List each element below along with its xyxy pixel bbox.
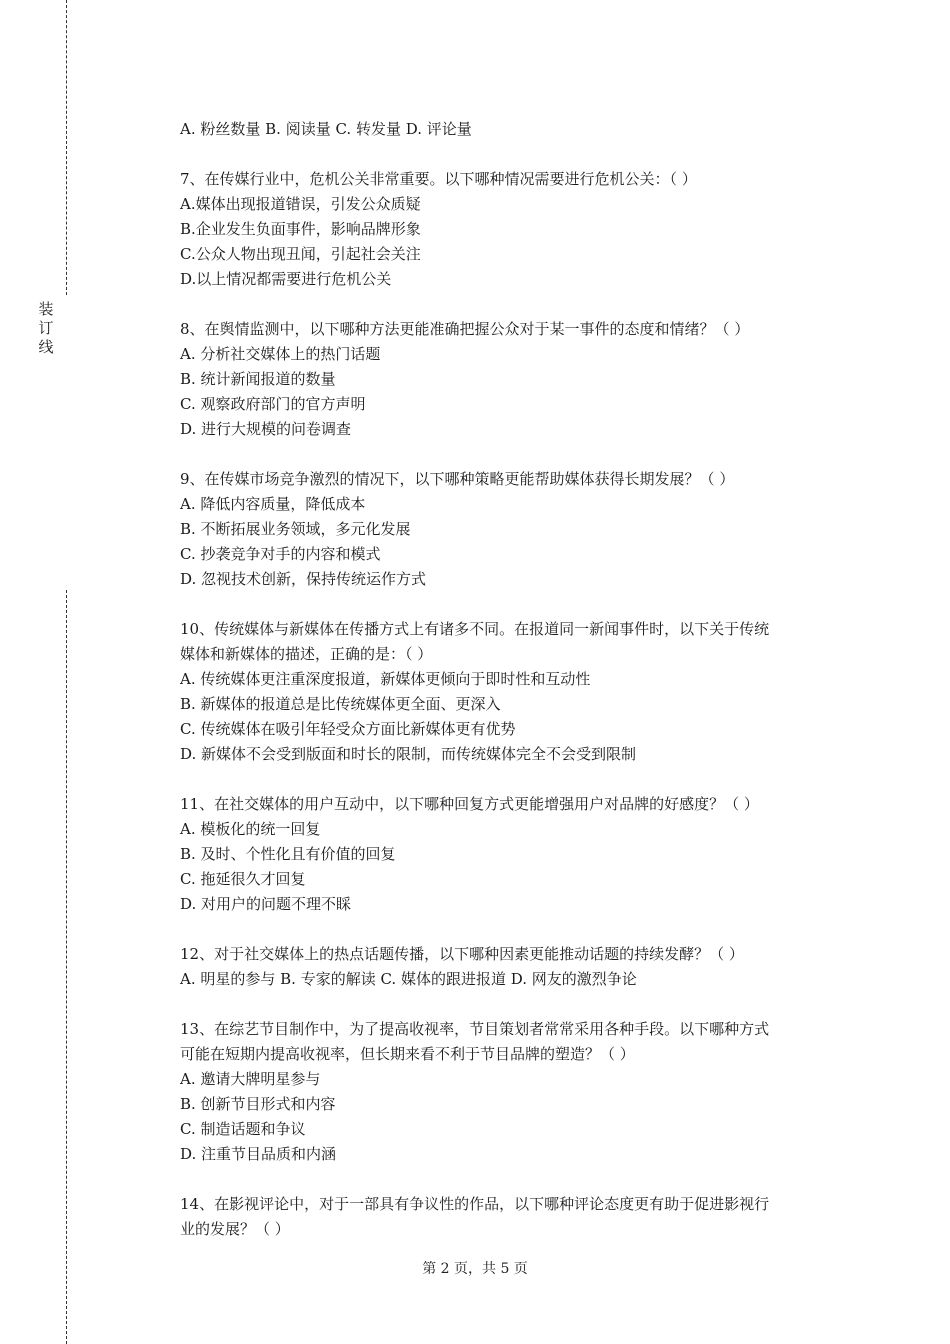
answer-option: A. 传统媒体更注重深度报道，新媒体更倾向于即时性和互动性 xyxy=(180,670,591,688)
answer-option: C. 制造话题和争议 xyxy=(180,1120,306,1138)
question-stem: 媒体和新媒体的描述，正确的是：（ ） xyxy=(180,645,433,663)
answer-option: C.公众人物出现丑闻，引起社会关注 xyxy=(180,245,421,263)
question-stem: 8、在舆情监测中，以下哪种方法更能准确把握公众对于某一事件的态度和情绪？（ ） xyxy=(180,320,750,338)
answer-option: A. 分析社交媒体上的热门话题 xyxy=(180,345,381,363)
answer-option: A. 邀请大牌明星参与 xyxy=(180,1070,321,1088)
page-number: 第 2 页，共 5 页 xyxy=(422,1261,528,1277)
answer-option: C. 抄袭竞争对手的内容和模式 xyxy=(180,545,381,563)
answer-option: D. 注重节目品质和内涵 xyxy=(180,1145,337,1163)
answer-option: B. 创新节目形式和内容 xyxy=(180,1095,336,1113)
question-stem: 可能在短期内提高收视率，但长期来看不利于节目品牌的塑造？（ ） xyxy=(180,1045,635,1063)
question-block xyxy=(180,317,840,442)
binding-label xyxy=(36,300,56,357)
question-stem: 11、在社交媒体的用户互动中，以下哪种回复方式更能增强用户对品牌的好感度？（ ） xyxy=(180,795,759,813)
answer-option: C. 观察政府部门的官方声明 xyxy=(180,395,366,413)
question-list xyxy=(180,117,840,1242)
question-block xyxy=(180,792,840,917)
answer-option: A. 降低内容质量，降低成本 xyxy=(180,495,366,513)
answer-option: C. 拖延很久才回复 xyxy=(180,870,306,888)
answer-option: B. 不断拓展业务领域，多元化发展 xyxy=(180,520,411,538)
answer-option: B. 及时、个性化且有价值的回复 xyxy=(180,845,396,863)
answer-option: A. 粉丝数量 B. 阅读量 C. 转发量 D. 评论量 xyxy=(180,120,472,138)
binding-char: 线 xyxy=(38,338,54,356)
answer-option: C. 传统媒体在吸引年轻受众方面比新媒体更有优势 xyxy=(180,720,516,738)
question-block xyxy=(180,617,840,767)
question-stem: 14、在影视评论中，对于一部具有争议性的作品，以下哪种评论态度更有助于促进影视行 xyxy=(180,1195,770,1213)
question-stem: 7、在传媒行业中，危机公关非常重要。以下哪种情况需要进行危机公关：（ ） xyxy=(180,170,697,188)
answer-option: D.以上情况都需要进行危机公关 xyxy=(180,270,392,288)
question-block xyxy=(180,1017,840,1167)
answer-option: D. 对用户的问题不理不睬 xyxy=(180,895,352,913)
answer-option: B.企业发生负面事件，影响品牌形象 xyxy=(180,220,421,238)
question-stem: 业的发展？（ ） xyxy=(180,1220,290,1238)
answer-option: B. 新媒体的报道总是比传统媒体更全面、更深入 xyxy=(180,695,501,713)
question-stem: 9、在传媒市场竞争激烈的情况下，以下哪种策略更能帮助媒体获得长期发展？（ ） xyxy=(180,470,735,488)
answer-option: A. 明星的参与 B. 专家的解读 C. 媒体的跟进报道 D. 网友的激烈争论 xyxy=(180,970,637,988)
binding-line-top xyxy=(66,0,67,295)
question-block xyxy=(180,942,840,992)
answer-option: D. 进行大规模的问卷调查 xyxy=(180,420,352,438)
answer-option: A. 模板化的统一回复 xyxy=(180,820,321,838)
binding-char: 订 xyxy=(38,319,54,337)
answer-option: D. 忽视技术创新，保持传统运作方式 xyxy=(180,570,427,588)
answer-option: D. 新媒体不会受到版面和时长的限制，而传统媒体完全不会受到限制 xyxy=(180,745,637,763)
question-block xyxy=(180,1192,840,1242)
question-stem: 13、在综艺节目制作中，为了提高收视率，节目策划者常常采用各种手段。以下哪种方式 xyxy=(180,1020,770,1038)
question-stem: 10、传统媒体与新媒体在传播方式上有诸多不同。在报道同一新闻事件时，以下关于传统 xyxy=(180,620,770,638)
question-block xyxy=(180,467,840,592)
question-block xyxy=(180,167,840,292)
answer-option: A.媒体出现报道错误，引发公众质疑 xyxy=(180,195,421,213)
question-block xyxy=(180,117,840,142)
binding-line-bottom xyxy=(66,590,67,1344)
binding-char: 装 xyxy=(38,300,54,318)
question-stem: 12、对于社交媒体上的热点话题传播，以下哪种因素更能推动话题的持续发酵？（ ） xyxy=(180,945,744,963)
answer-option: B. 统计新闻报道的数量 xyxy=(180,370,336,388)
